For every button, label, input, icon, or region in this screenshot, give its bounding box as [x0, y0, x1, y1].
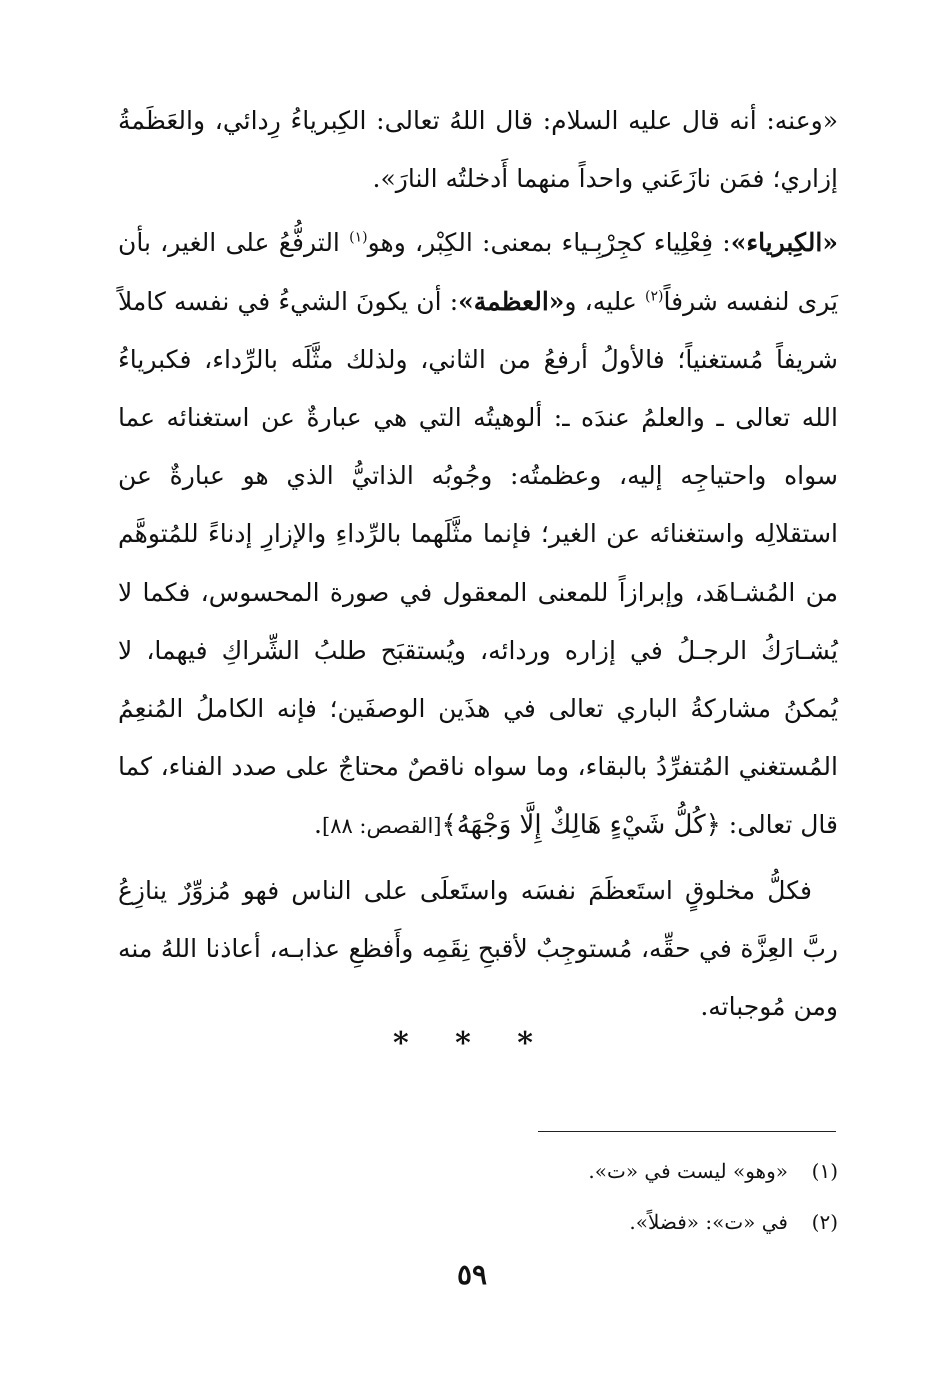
sentence-end: .: [314, 810, 322, 840]
footnotes: [118, 1146, 838, 1248]
section-separator: * * *: [393, 1026, 551, 1061]
term-kibriya: «الكِبرياء»: [730, 228, 838, 258]
main-text: [118, 92, 838, 1042]
footnote-2: [118, 1197, 838, 1248]
paragraph-commentary: [118, 214, 838, 855]
footnote-text: «وهو» ليست في «ت».: [588, 1159, 788, 1183]
paragraph-hadith: [118, 92, 838, 208]
footnote-text: في «ت»: «فضلاً».: [629, 1210, 788, 1234]
footnote-1: [118, 1146, 838, 1197]
conclusion-text: فكلُّ مخلوقٍ استَعظَمَ نفسَه واستَعلَى على الناس فهو مُزوِّرٌ ينازِعُ ربَّ العِزَّة في حقِّه، مُستوجِبٌ لأقبحِ نِقَمِه وأَفظعِ عذابـه، أعاذنا اللهُ منه ومن مُوجباته.: [118, 875, 838, 1022]
term-azama: «العظمة»: [458, 286, 565, 316]
commentary-text: عليه، و: [564, 286, 646, 316]
paragraph-conclusion: [118, 862, 838, 1037]
commentary-text: : فِعْلِياء كجِرْبِـياء بمعنى: الكِبْر، وهو: [367, 228, 731, 258]
footnote-ref-1[interactable]: (١): [349, 230, 368, 247]
footnote-divider: [538, 1131, 836, 1132]
commentary-text: : أن يكونَ الشيءُ في نفسه كاملاً شريفاً مُستغنياً؛ فالأولُ أرفعُ من الثاني، ولذلك مثَّلَه بالرِّداء، فكبرياءُ الله تعالى ـ والعلمُ عندَه ـ: ألوهيتُه التي هي عبارةٌ عن استغنائه عما سواه واحتياجِه إليه، وعظمتُه: وجُوبُه الذاتيُّ الذي هو عبارةٌ عن استقلالِه واستغنائه عن الغير؛ فإنما مثَّلَهما بالرِّداءِ والإزارِ إدناءً للمُتوهَّم من المُشـاهَد، وإبرازاً للمعنى المعقول في صورة المحسوس، فكما لا يُشـارَكُ الرجـلُ في إزاره وردائه، ويُستقبَح طلبُ الشِّراكِ فيهما، لا يُمكنُ مشاركةُ الباري تعالى في هذَين الوصفَين؛ فإنه الكاملُ المُنعِمُ المُستغني المُتفرِّدُ بالبقاء، وما سواه ناقصٌ محتاجٌ على صدد الفناء، كما قال تعالى:: [118, 286, 838, 840]
footnote-ref-2[interactable]: (٢): [645, 288, 664, 305]
commentary-text: الترفُّعُ على الغير، بأن يَرى لنفسه شرفاً: [118, 228, 838, 316]
footnote-number: (٢): [811, 1210, 838, 1234]
hadith-text: «وعنه: أنه قال عليه السلام: قال اللهُ تعالى: الكِبرياءُ رِدائي، والعَظَمةُ إزاري؛ فمَن نازَعَني واحداً منهما أَدخلتُه النارَ».: [118, 106, 838, 194]
footnote-number: (١): [811, 1159, 838, 1183]
quran-verse: ﴿كُلُّ شَيْءٍ هَالِكٌ إِلَّا وَجْهَهُ﴾: [441, 810, 721, 841]
page-number: ٥٩: [456, 1258, 488, 1291]
verse-reference: [القصص: ٨٨]: [321, 814, 442, 839]
